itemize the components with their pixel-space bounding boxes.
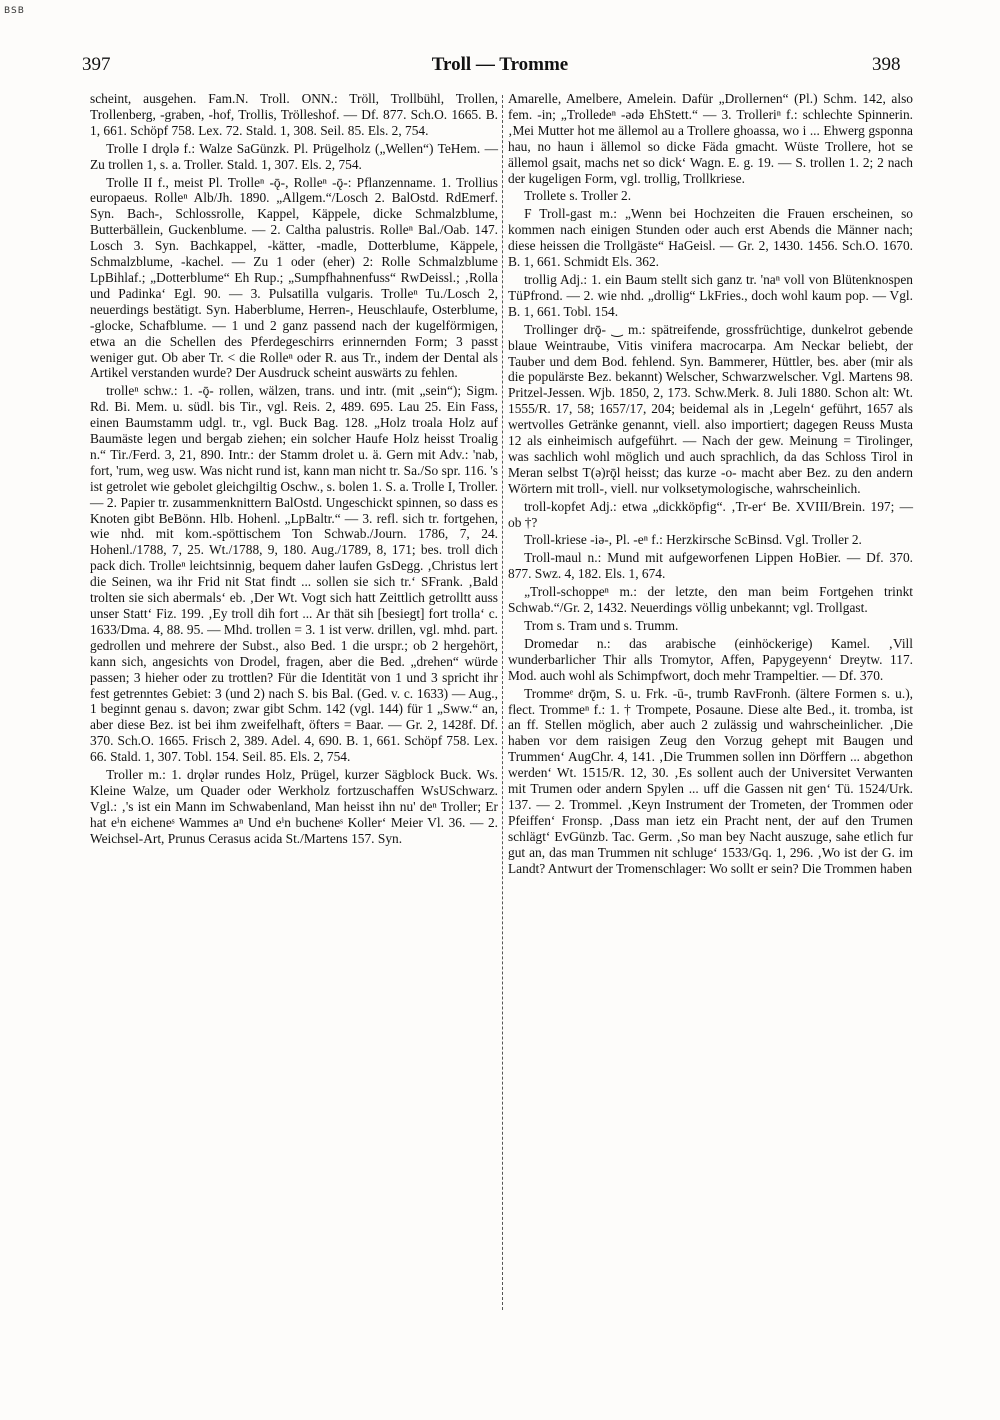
column-divider	[502, 95, 503, 1310]
entry-trolle-1: Trolle I drǫlə f.: Walze SaGünzk. Pl. Prügelholz („Wellen“) TeHem. — Zu trollen 1, s. a. Troller. Stald. 1, 307. Els. 2, 754.	[90, 140, 498, 172]
entry-troll-maul: Troll-maul n.: Mund mit aufgeworfenen Lippen HoBier. — Df. 370. 877. Swz. 4, 182. Els. 1, 674.	[508, 550, 913, 582]
entry-trolle-2: Trolle II f., meist Pl. Trolleⁿ -ǭ-, Rolleⁿ -ǭ-: Pflanzenname. 1. Trollius europaeus. Rolleⁿ Alb/Jh. 1890. „Allgem.“/Losch 2. BalOstd. RdEmerf. Syn. Bach-, Schlossrolle, Kappel, Käppele, dicke Schmalzblume, Butterbällein, Guckenblume. — 2. Caltha palustris. Rolleⁿ Bal./Oab. 147. Losch 3. Syn. Bachkappel, -kätter, -madle, Dotterblume, Käppele, Schmalzblume, -kachel. — Zu 1 oder (eher) 2: Rolle Schmalzblume LpBihlaf.; „Dotterblume“ Eh Rup.; „Sumpfhahnenfuss“ RwDeissl.; ‚Rolla und Padinka‘ Egl. 90. — 3. Pulsatilla vulgaris. Trolleⁿ Tu./Losch 2, neuerdings bestätigt. Syn. Haberblume, Herren-, Heuschlaufe, Osterblume, -glocke, Schafblume. — 1 und 2 ganz passend nach der kugelförmigen, etwa an die Schellen des Pferdegeschirrs erinnernden Form; 3 passt weniger gut. Ob aber Tr. < die Rolleⁿ oder R. aus Tr., indem der Dental als Artikel verstanden wurde? Der Ausdruck scheint auswärts zu fehlen.	[90, 174, 498, 381]
entry-trom: Trom s. Tram und s. Trumm.	[524, 618, 679, 633]
right-column	[508, 91, 913, 879]
entry-tromme: Trommeᵉ drǭm, S. u. Frk. -ū-, trumb RavFronh. (ältere Formen s. u.), flect. Trommeⁿ f.: 1. † Trompete, Posaune. Diese alte Bed., it. tromba, ist an ff. Stellen möglich, aber auch 2 zulässig und wahrscheinlicher. ‚Die haben vor dem raisigen Zeug den Vorzug gehept mit Baugen und Trummen‘ AugChr. 4, 141. ‚Die Trummen sollen inn Dörffern ... abgethon werden‘ Wt. 1515/R. 12, 30. ‚Es sollent auch der Universitet Verwanten mit Trumen oder andern Spylen ... uff die Gassen nit gen‘ Tü. 1524/Urk. 137. — 2. Trommel. ‚Keyn Instrument der Trometen, der Trommen oder Pfeiffen‘ Fronsp. ‚Dass man ietz ein Pracht nent, der auf den Trumen schlägt‘ EvGünzb. Tac. Germ. ‚So man bey Nacht auszuge, sahe etlich fur gut an, das man Trummen nit schluge‘ 1533/Gq. 1, 296. ‚Wo ist der G. im Landt? Antwurt der Tromenschlager: Wo sollt er sein? Die Trommen haben	[508, 685, 913, 876]
entry-trollinger: Trollinger drǭ- ‿ m.: spätreifende, grossfrüchtige, dunkelrot gebende blaue Weintraube, Vitis vinifera macrocarpa. Am Neckar beliebt, der Tauber und dem Bod. fehlend. Syn. Bammerer, Hüttler, bes. aber (mir als die populärste Bez. bekannt) Welscher, Schwarzwelscher. Vgl. Martens 98. Pritzel-Jessen. Wjb. 1850, 2, 173. Schw.Merk. 8. Juli 1880. Schon alt: Wt. 1555/R. 17, 58; 1657/17, 204; beidemal als in ‚Legeln‘ geführt, 1657 als wertvolles Getränke genannt, viell. also importiert; dagegen Reuss Musta 12 als einheimisch aufgeführt. — Nach der gew. Meinung = Tirolinger, was sachlich wohl möglich und auch sprachlich, da das Schloss Tirol in Meran selbst T(ə)rǭl heisst; das kurze -o- macht aber Bez. zu den andern Wörtern mit troll-, viell. nur volksetymologische, wahrscheinlich.	[508, 321, 913, 496]
entry-troller: Troller m.: 1. drǫlər rundes Holz, Prügel, kurzer Sägblock Buck. Ws. Kleine Walze, um Quader oder Werkholz fortzuschaffen WsUSchwarz. Vgl.: ‚'s ist ein Mann im Schwabenland, Man heisst ihn nu' deⁿ Troller; Er hat eⁱn eicheneˢ Wammes aⁿ Und eⁱn bucheneˢ Koller‘ Meier Vl. 36. — 2. Weichsel-Art, Prunus Cerasus acida St./Martens 157. Syn.	[90, 767, 498, 846]
library-mark: BSB	[4, 6, 25, 16]
entry-trollete: Trollete s. Troller 2.	[524, 188, 632, 204]
entry-troll-kriese: Troll-kriese -iə-, Pl. -eⁿ f.: Herzkirsche ScBinsd. Vgl. Troller 2.	[524, 532, 862, 548]
running-head: Troll — Tromme	[431, 54, 569, 75]
entry-troll-gast: F Troll-gast m.: „Wenn bei Hochzeiten die Frauen erscheinen, so kommen nach einigen Stunden oder auch erst Abends die Männer nach; diese heissen die Trollgäste“ HaGeisl. — Gr. 2, 1430. 1456. Sch.O. 1670. B. 1, 661. Schmidt Els. 362.	[508, 206, 913, 270]
page-number-right: 398	[872, 54, 901, 75]
entry-trollen: trolleⁿ schw.: 1. -ǭ- rollen, wälzen, trans. und intr. (mit „sein“); Sigm. Rd. Bi. Mem. u. südl. bis Tir., vgl. Reis. 2, 489. 695. Lau 25. Ein Fass, einen Baumstamm udgl. tr., vgl. Buck Bag. 128. „Holz troala Holz auf Baumäste legen und bergab ziehen; ein solcher Haufe Holz heisst Troalig n.“ Tir./Ferd. 3, 21, 890. Intr.: der Stamm drolet u. ä. Gern mit Adv.: 'nab, fort, 'rum, weg usw. Was nicht rund ist, kann man nicht tr. Sa./So spr. 116. 's ist getrolet wie gebolet gleichgiltig Oschw., s. bolen 1. S. a. Trolle I, Troller. — 2. Papier tr. zusammenknittern BalOstd. Ungeschickt spinnen, so dass es Knoten gibt BeBönn. Hlb. Hohenl. „LpBaltr.“ — 3. refl. sich tr. fortgehen, wie nhd. mit kom.-spöttischem Ton Schwab./Journ. 1786, 7, 24. Hohenl./1788, 7, 25. Wt./1788, 9, 180. Aug./1789, 8, 171; bes. troll dich pack dich. Trolleⁿ leichtsinnig, bequem daher laufen GsDegg. ‚Christus lert die Seinen, wa ihr Frid nit Stat findt ... sollen sie sich tr.‘ SFrank. ‚Bald trolten sie sich abermals‘ eb. ‚Der Wt. Vogt sich hatt Zeittlich getrolltt auss unser Statt‘ Fiz. 199. ‚Ey troll dih fort ... Ar thät sih [besiegt] fort trolla‘ c. 1633/Dma. 4, 88. 95. — Mhd. trollen = 3. 1 ist verw. drillen, vgl. mhd. part. gedrollen und mehrere der Subst., also Bed. 1 die urspr.; ob 2 hergehört, kann sich, angesichts von Drodel, fragen, aber die Bed. „drehen“ würde passen; 3 hieher oder zu trottlen? Für die Identität von 1 und 3 spricht ihr fest getrenntes Gebiet: 3 (und 2) nach S. bis Bal. (Ged. v. c. 1633) — Aug., 1 beginnt genau s. davon; zwar gibt Schm. 142 (vgl. 144) für 1 „Sww.“ an, aber diese Bez. ist bei ihm zweifelhaft, öfters = Baar. — Gr. 2, 1428f. Df. 370. Sch.O. 1665. Frisch 2, 389. Adel. 4, 690. B. 1, 661. Schöpf 758. Lex. 66. Stald. 1, 307. Tobl. 154. Seil. 85. Els. 2, 754.	[90, 383, 498, 765]
entry-trollig: trollig Adj.: 1. ein Baum stellt sich ganz tr. 'naⁿ voll von Blütenknospen TüPfrond. — 2. wie nhd. „drollig“ LkFries., doch wohl kaum pop. — Vgl. B. 1, 661. Tobl. 154.	[508, 271, 913, 319]
entry-dromedar: Dromedar n.: das arabische (einhöckerige) Kamel. ‚Vill wunderbarlicher Thir alls Tromytor, Affen, Papygeyenn‘ Dreytw. 117. Mod. auch wohl als Schimpfwort, doch mehr Trampeltier. — Df. 370.	[508, 635, 913, 683]
left-column	[90, 91, 498, 849]
entry-troll-schoppen: „Troll-schoppeⁿ m.: der letzte, den man beim Fortgehen trinkt Schwab.“/Gr. 2, 1432. Neuerdings völlig unbekannt; vgl. Trollgast.	[508, 584, 913, 616]
page-number-left: 397	[82, 54, 111, 75]
entry-paragraph: Amarelle, Amelbere, Amelein. Dafür „Drollernen“ (Pl.) Schm. 142, also fem. -in; „Trolledeⁿ -ədə EhStett.“ — 3. Trolleriⁿ f.: schlechte Spinnerin. ‚Mei Mutter hot me ällemol au a Trollere ghoassa, wo i ... Ehwerg gsponna hau, no haun i ällemol so dicke Fäda gmacht. Wüste Trollere, hot se ällemol gsait, machs net so dick‘ Wagn. E. g. 19. — S. trollen 1. 2; 2 nach der kugeligen Form, vgl. trollig, Trollkriese.	[508, 91, 913, 186]
entry-paragraph: scheint, ausgehen. Fam.N. Troll. ONN.: Tröll, Trollbühl, Trollen, Trollenberg, -graben, -hof, Trollis, Trölleshof. — Df. 877. Sch.O. 1665. B. 1, 661. Schöpf 758. Lex. 72. Stald. 1, 308. Seil. 85. Els. 2, 754.	[90, 91, 498, 138]
entry-troll-kopfet: troll-kopfet Adj.: etwa „dickköpfig“. ‚Tr-er‘ Be. XVIII/Brein. 197; — ob †?	[508, 498, 913, 530]
